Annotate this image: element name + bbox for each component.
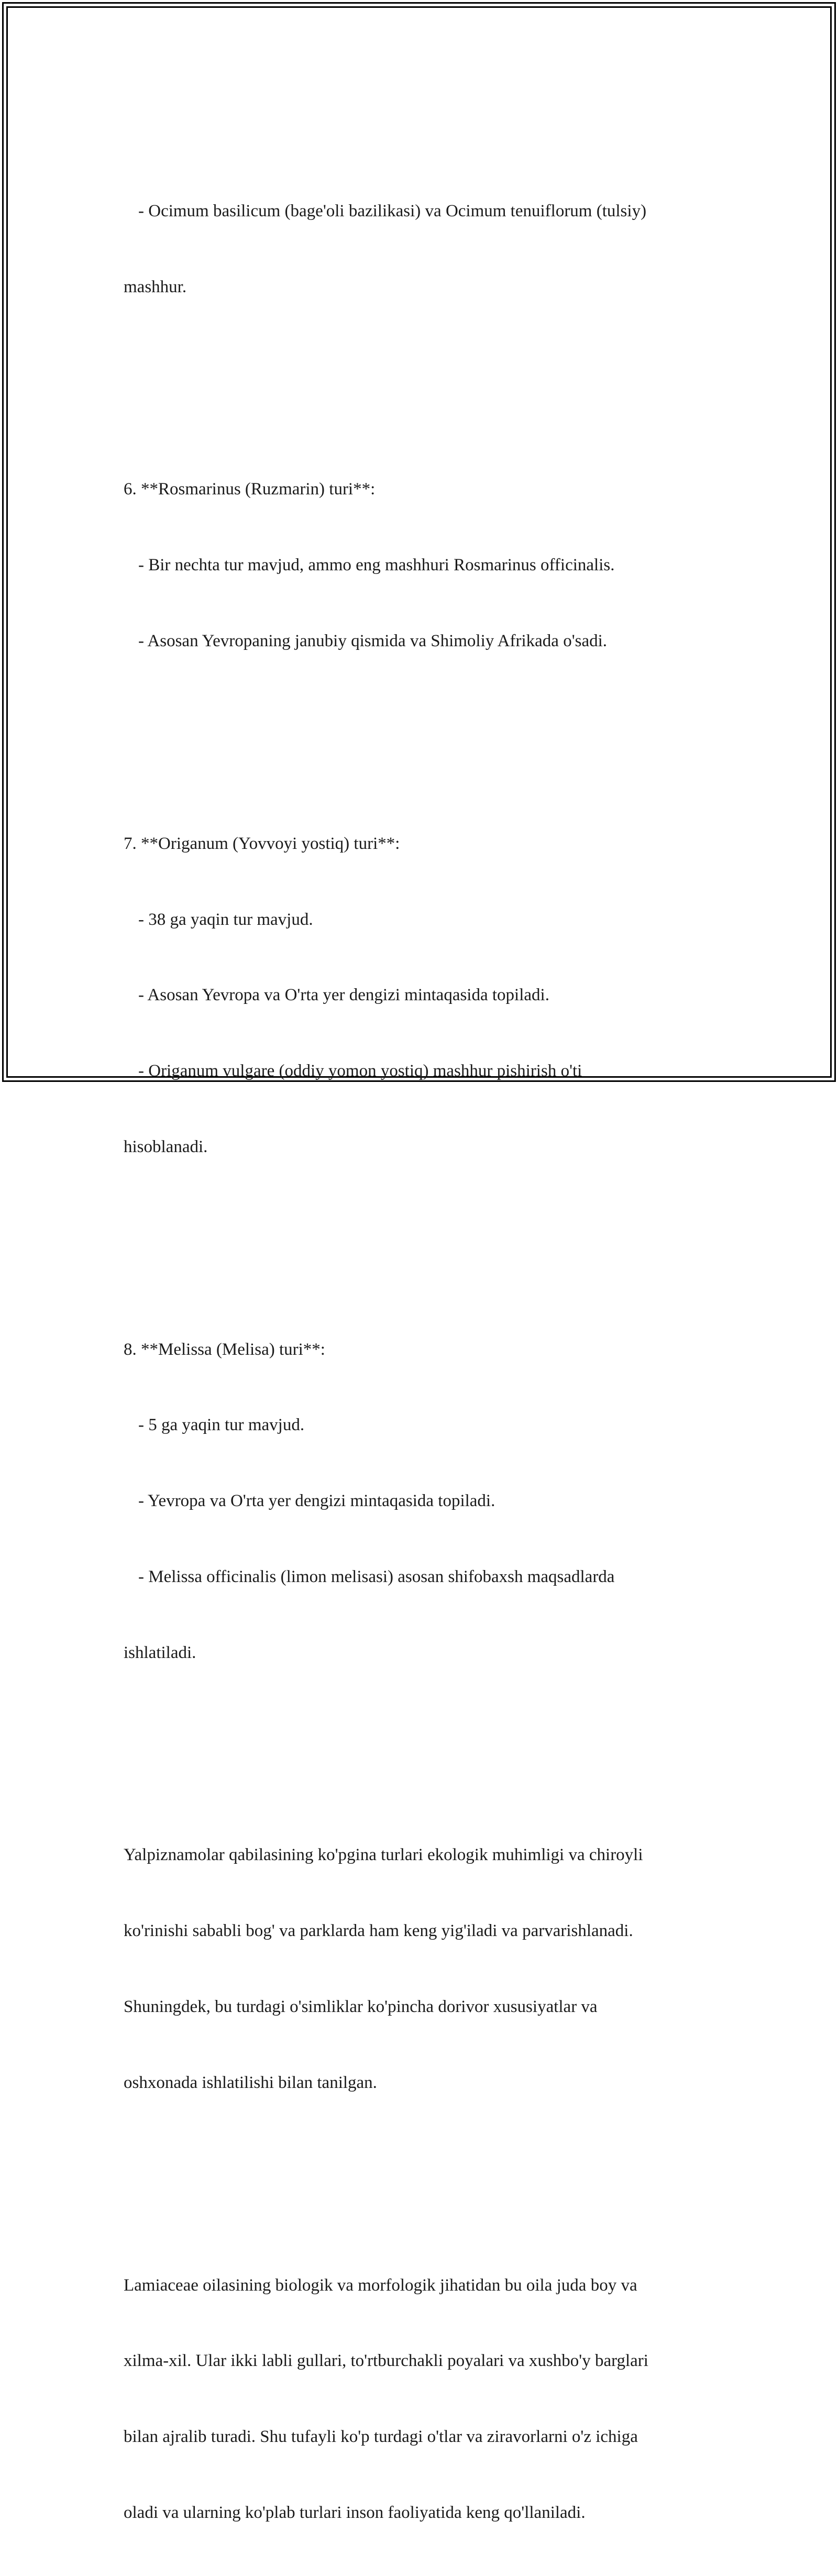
section-heading-origanum: 7. **Origanum (Yovvoyi yostiq) turi**: <box>124 834 400 853</box>
section-heading-rosmarinus: 6. **Rosmarinus (Ruzmarin) turi**: <box>124 480 376 499</box>
list-item: - Ocimum basilicum (bage'oli bazilikasi) va Ocimum tenuiflorum (tulsiy) <box>138 202 647 221</box>
spacer <box>124 350 715 375</box>
paragraph-line: Lamiaceae oilasining biologik va morfologik jihatidan bu oila juda boy va <box>124 2275 637 2295</box>
paragraph-line: xilma-xil. Ular ikki labli gullari, to'rtburchakli poyalari va xushbo'y barglari <box>124 2351 648 2371</box>
list-item: - Bir nechta tur mavjud, ammo eng mashhuri Rosmarinus officinalis. <box>138 556 615 575</box>
paragraph-line: oshxonada ishlatilishi bilan tanilgan. <box>124 2073 377 2093</box>
spacer <box>124 1210 715 1235</box>
list-item: - Asosan Yevropa va O'rta yer dengizi mintaqasida topiladi. <box>138 986 549 1005</box>
paragraph-line: ko'rinishi sababli bog' va parklarda ham keng yig'iladi va parvarishlanadi. <box>124 1921 633 1941</box>
spacer <box>124 1716 715 1741</box>
section-heading-melissa: 8. **Melissa (Melisa) turi**: <box>124 1340 325 1359</box>
list-item-wrap: mashhur. <box>124 278 187 297</box>
paragraph-line: Shuningdek, bu turdagi o'simliklar ko'pincha dorivor xususiyatlar va <box>124 1997 598 2017</box>
list-item-wrap: ishlatiladi. <box>124 1643 196 1663</box>
paragraph-line: oladi va ularning ko'plab turlari inson faoliyatida keng qo'llaniladi. <box>124 2503 586 2523</box>
list-item: - 5 ga yaqin tur mavjud. <box>138 1416 305 1435</box>
paragraph-line: Yalpiznamolar qabilasining ko'pgina turlari ekologik muhimligi va chiroyli <box>124 1845 643 1865</box>
list-item-wrap: hisoblanadi. <box>124 1137 208 1157</box>
paragraph-line: bilan ajralib turadi. Shu tufayli ko'p turdagi o'tlar va ziravorlarni o'z ichiga <box>124 2427 638 2447</box>
list-item: - Asosan Yevropaning janubiy qismida va Shimoliy Afrikada o'sadi. <box>138 632 608 651</box>
spacer <box>124 704 715 729</box>
list-item: - 38 ga yaqin tur mavjud. <box>138 910 313 929</box>
list-item: - Yevropa va O'rta yer dengizi mintaqasida topiladi. <box>138 1491 495 1511</box>
list-item: - Melissa officinalis (limon melisasi) asosan shifobaxsh maqsadlarda <box>138 1567 615 1587</box>
document-body <box>124 97 715 2576</box>
list-item: - Origanum vulgare (oddiy yomon yostiq) mashhur pishirish o'ti <box>138 1062 582 1081</box>
spacer <box>124 2146 715 2171</box>
